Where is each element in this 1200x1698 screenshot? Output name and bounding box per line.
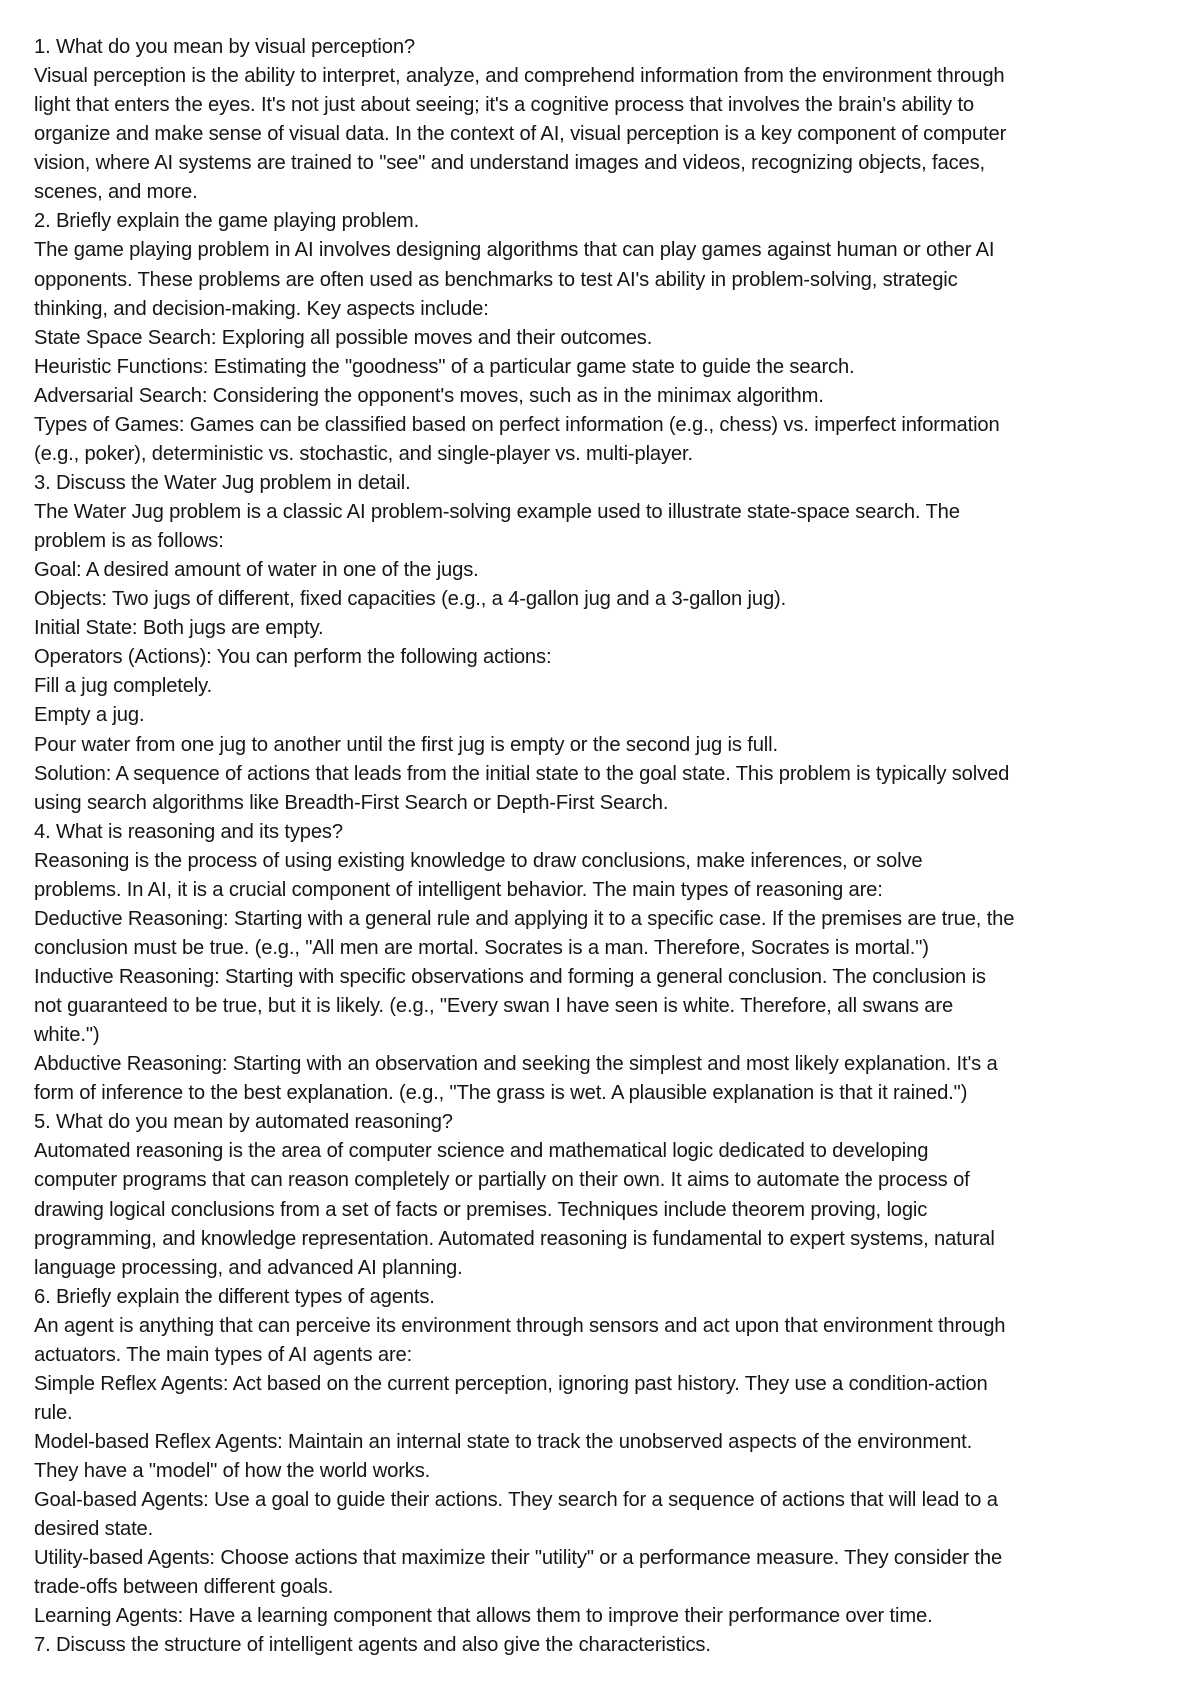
text-line: Deductive Reasoning: Starting with a general rule and applying it to a specific case. If the premises are true, the <box>34 907 1015 930</box>
text-line: Initial State: Both jugs are empty. <box>34 617 324 640</box>
text-line: Operators (Actions): You can perform the following actions: <box>34 646 552 669</box>
text-line: not guaranteed to be true, but it is likely. (e.g., "Every swan I have seen is white. Therefore, all swans are <box>34 995 954 1018</box>
text-line: organize and make sense of visual data. In the context of AI, visual perception is a key component of computer <box>34 123 1007 146</box>
text-line: scenes, and more. <box>34 181 198 204</box>
text-line: computer programs that can reason completely or partially on their own. It aims to automate the process of <box>34 1169 970 1192</box>
text-line: State Space Search: Exploring all possible moves and their outcomes. <box>34 326 653 349</box>
text-line: Goal: A desired amount of water in one of the jugs. <box>34 559 479 582</box>
text-line: The game playing problem in AI involves designing algorithms that can play games against human or other AI <box>34 239 995 262</box>
text-line: An agent is anything that can perceive its environment through sensors and act upon that environment through <box>34 1314 1006 1337</box>
text-line: light that enters the eyes. It's not just about seeing; it's a cognitive process that involves the brain's ability to <box>34 94 974 117</box>
text-line: desired state. <box>34 1518 154 1541</box>
text-line: problems. In AI, it is a crucial component of intelligent behavior. The main types of reasoning are: <box>34 878 883 901</box>
text-line: Automated reasoning is the area of computer science and mathematical logic dedicated to developing <box>34 1140 929 1163</box>
text-line: form of inference to the best explanation. (e.g., "The grass is wet. A plausible explanation is that it rained.") <box>34 1082 968 1105</box>
text-line: 4. What is reasoning and its types? <box>34 820 343 843</box>
text-line: Solution: A sequence of actions that leads from the initial state to the goal state. This problem is typically solved <box>34 762 1010 785</box>
text-line: 7. Discuss the structure of intelligent agents and also give the characteristics. <box>34 1634 711 1657</box>
text-line: 2. Briefly explain the game playing problem. <box>34 210 420 233</box>
text-line: (e.g., poker), deterministic vs. stochastic, and single-player vs. multi-player. <box>34 442 693 465</box>
text-line: Abductive Reasoning: Starting with an observation and seeking the simplest and most likely explanation. It's a <box>34 1053 998 1076</box>
text-line: 1. What do you mean by visual perception? <box>34 36 416 58</box>
text-line: Learning Agents: Have a learning component that allows them to improve their performance over time. <box>34 1605 933 1628</box>
text-line: Heuristic Functions: Estimating the "goodness" of a particular game state to guide the search. <box>34 355 855 378</box>
text-line: white.") <box>34 1024 100 1047</box>
text-line: Utility-based Agents: Choose actions that maximize their "utility" or a performance measure. They consider the <box>34 1547 1003 1570</box>
text-line: opponents. These problems are often used as benchmarks to test AI's ability in problem-solving, strategic <box>34 268 958 291</box>
document-body <box>34 33 1200 1661</box>
text-line: Goal-based Agents: Use a goal to guide their actions. They search for a sequence of actions that will lead to a <box>34 1489 998 1512</box>
text-line: vision, where AI systems are trained to "see" and understand images and videos, recognizing objects, faces, <box>34 152 985 175</box>
text-line: 3. Discuss the Water Jug problem in detail. <box>34 471 411 494</box>
text-line: Types of Games: Games can be classified based on perfect information (e.g., chess) vs. imperfect information <box>34 413 1000 436</box>
text-line: problem is as follows: <box>34 530 224 553</box>
text-line: Reasoning is the process of using existing knowledge to draw conclusions, make inferences, or solve <box>34 849 923 872</box>
text-line: language processing, and advanced AI planning. <box>34 1256 463 1279</box>
text-line: Model-based Reflex Agents: Maintain an internal state to track the unobserved aspects of the environment. <box>34 1431 973 1453</box>
text-line: using search algorithms like Breadth-First Search or Depth-First Search. <box>34 791 669 814</box>
text-line: 6. Briefly explain the different types of agents. <box>34 1285 435 1308</box>
text-line: They have a "model" of how the world works. <box>34 1460 431 1483</box>
text-line: programming, and knowledge representation. Automated reasoning is fundamental to expert systems, natural <box>34 1227 995 1250</box>
text-line: The Water Jug problem is a classic AI problem-solving example used to illustrate state-space search. The <box>34 501 960 523</box>
text-line: Fill a jug completely. <box>34 675 213 698</box>
text-line: Simple Reflex Agents: Act based on the current perception, ignoring past history. They use a condition-action <box>34 1372 988 1395</box>
text-line: actuators. The main types of AI agents are: <box>34 1343 413 1366</box>
text-line: thinking, and decision-making. Key aspects include: <box>34 297 489 320</box>
text-line: Empty a jug. <box>34 704 145 727</box>
text-line: Visual perception is the ability to interpret, analyze, and comprehend information from the environment through <box>34 65 1005 88</box>
text-line: Objects: Two jugs of different, fixed capacities (e.g., a 4-gallon jug and a 3-gallon jug). <box>34 588 787 611</box>
text-line: Pour water from one jug to another until the first jug is empty or the second jug is full. <box>34 733 778 756</box>
text-line: trade-offs between different goals. <box>34 1576 334 1599</box>
text-line: drawing logical conclusions from a set of facts or premises. Techniques include theorem proving, logic <box>34 1198 928 1221</box>
text-line: rule. <box>34 1401 73 1424</box>
text-line: Adversarial Search: Considering the opponent's moves, such as in the minimax algorithm. <box>34 384 824 407</box>
text-line: 5. What do you mean by automated reasoning? <box>34 1111 453 1134</box>
text-line: Inductive Reasoning: Starting with specific observations and forming a general conclusion. The conclusion is <box>34 966 986 988</box>
text-line: conclusion must be true. (e.g., "All men are mortal. Socrates is a man. Therefore, Socrates is mortal.") <box>34 936 929 959</box>
